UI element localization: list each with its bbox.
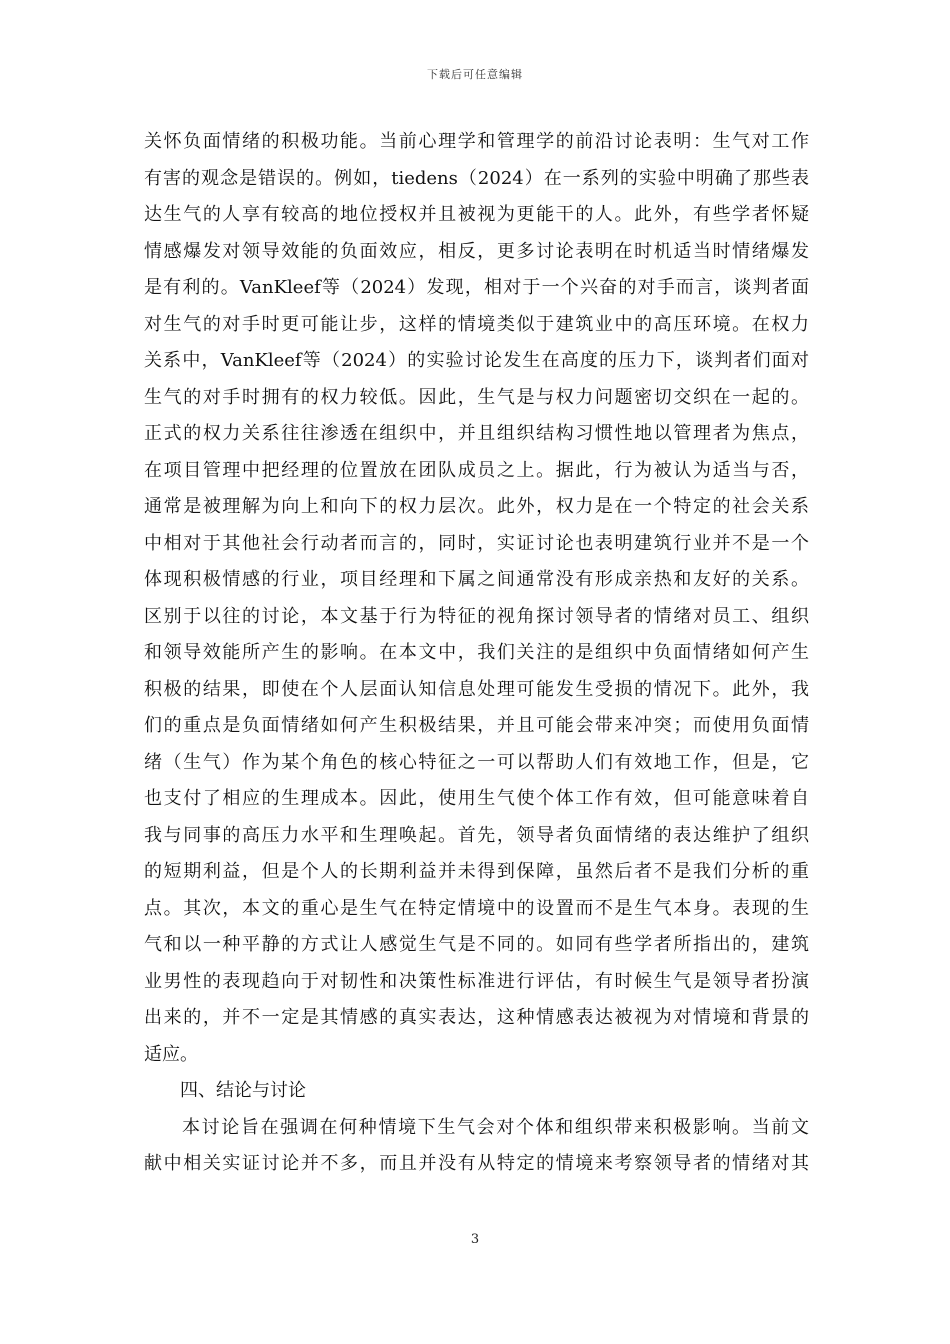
body-line: 关怀负面情绪的积极功能。当前心理学和管理学的前沿讨论表明：生气对工作 [144,131,809,152]
body-line: 对生气的对手时更可能让步，这样的情境类似于建筑业中的高压环境。在权力 [144,313,809,335]
body-line: 区别于以往的讨论，本文基于行为特征的视角探讨领导者的情绪对员工、组织 [144,605,809,627]
body-line: 生气的对手时拥有的权力较低。因此，生气是与权力问题密切交织在一起的。 [144,386,809,408]
body-line: 我与同事的高压力水平和生理唤起。首先，领导者负面情绪的表达维护了组织 [144,824,809,846]
conclusion-line: 本讨论旨在强调在何种情境下生气会对个体和组织带来积极影响。当前文 [182,1116,809,1138]
body-line: 业男性的表现趋向于对韧性和决策性标准进行评估，有时候生气是领导者扮演 [144,970,809,992]
body-line: 适应。 [144,1043,198,1065]
body-line: 有害的观念是错误的。例如，tiedens（2024）在一系列的实验中明确了那些表 [144,167,809,189]
body-line: 气和以一种平静的方式让人感觉生气是不同的。如同有些学者所指出的，建筑 [144,934,809,955]
page-number: 3 [470,1232,480,1247]
body-line: 们的重点是负面情绪如何产生积极结果，并且可能会带来冲突；而使用负面情 [144,715,809,736]
body-line: 正式的权力关系往往渗透在组织中，并且组织结构习惯性地以管理者为焦点， [144,423,809,444]
body-line: 出来的，并不一定是其情感的真实表达，这种情感表达被视为对情境和背景的 [144,1007,809,1028]
body-line: 点。其次，本文的重心是生气在特定情境中的设置而不是生气本身。表现的生 [144,897,809,919]
body-line: 关系中，VanKleef等（2024）的实验讨论发生在高度的压力下，谈判者们面对 [144,350,809,371]
body-line: 和领导效能所产生的影响。在本文中，我们关注的是组织中负面情绪如何产生 [144,642,809,663]
body-line: 也支付了相应的生理成本。因此，使用生气使个体工作有效，但可能意味着自 [144,788,809,809]
page-header: 下载后可任意编辑 [427,68,523,81]
conclusion-line: 献中相关实证讨论并不多，而且并没有从特定的情境来考察领导者的情绪对其 [144,1153,809,1174]
body-line: 体现积极情感的行业，项目经理和下属之间通常没有形成亲热和友好的关系。 [144,569,809,590]
body-line: 通常是被理解为向上和向下的权力层次。此外，权力是在一个特定的社会关系 [144,496,809,517]
body-line: 是有利的。VanKleef等（2024）发现，相对于一个兴奋的对手而言，谈判者面 [144,277,809,298]
body-line: 绪（生气）作为某个角色的核心特征之一可以帮助人们有效地工作，但是，它 [144,751,809,773]
body-line: 情感爆发对领导效能的负面效应，相反，更多讨论表明在时机适当时情绪爆发 [144,240,809,262]
body-line: 在项目管理中把经理的位置放在团队成员之上。据此，行为被认为适当与否， [144,459,809,481]
document-body [144,124,809,1183]
section-heading: 四、结论与讨论 [180,1080,306,1101]
body-line: 达生气的人享有较高的地位授权并且被视为更能干的人。此外，有些学者怀疑 [144,204,809,225]
body-line: 中相对于其他社会行动者而言的，同时，实证讨论也表明建筑行业并不是一个 [144,532,809,554]
body-line: 的短期利益，但是个人的长期利益并未得到保障，虽然后者不是我们分析的重 [144,861,809,882]
body-line: 积极的结果，即使在个人层面认知信息处理可能发生受损的情况下。此外，我 [144,678,809,700]
